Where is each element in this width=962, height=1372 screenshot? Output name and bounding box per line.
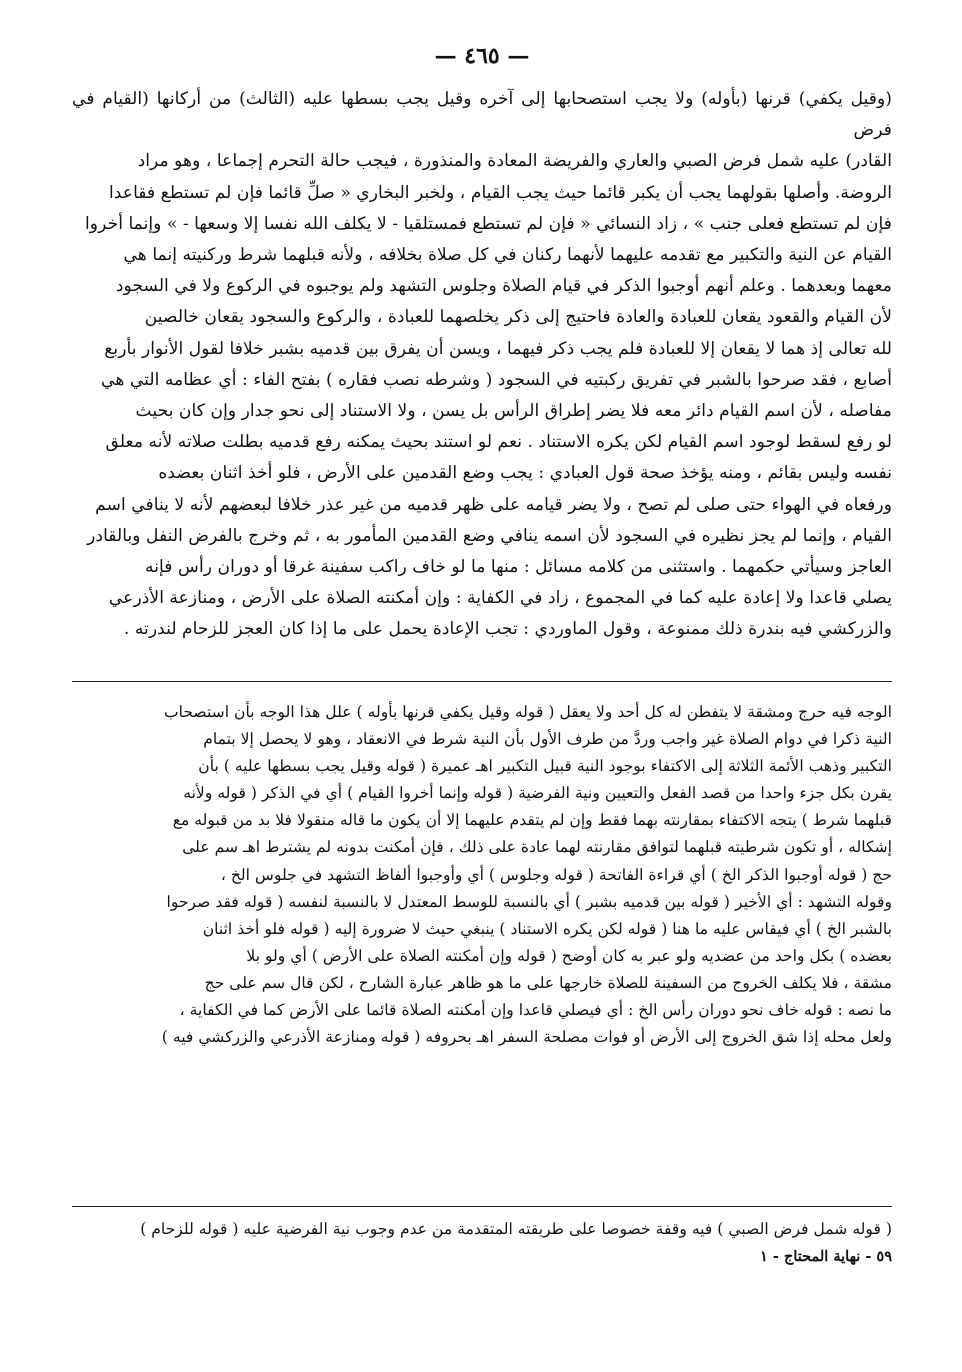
page-signature: ٥٩ - نهاية المحتاج - ١ (760, 1248, 892, 1265)
commentary-line: وقوله التشهد : أي الأخير ( قوله بين قدميه بشبر ) أي بالنسبة للوسط المعتدل لا بالنسبة لنفسه ( قوله فقد صرحوا (166, 892, 892, 911)
commentary-line: التكبير وذهب الأئمة الثلاثة إلى الاكتفاء بوجود النية قبيل التكبير اهـ عميرة ( قوله وقيل يجب بسطها عليه ) بأن (198, 757, 892, 776)
main-line: الروضة. وأصلها بقولهما يجب أن يكبر قائما حيث يجب القيام ، ولخبر البخاري « صلِّ قائما فإن لم تستطع فقاعدا (109, 182, 892, 203)
commentary-line: ولعل محله إذا شق الخروج إلى الأرض أو فوات مصلحة السفر اهـ بحروفه ( قوله ومنازعة الأذرعي والزركشي فيه ) (161, 1028, 892, 1047)
main-line: العاجز وسيأتي حكمهما . واستثنى من كلامه مسائل : منها ما لو خاف راكب سفينة غرقا أو دوران رأس فإنه (145, 557, 892, 578)
commentary-line: إشكاله ، أو تكون شرطيته قبلهما لتوافق مقارنته لهما عادة على ذلك ، فإن أمكنت بدونه لم يشترط اهـ سم على (182, 838, 892, 857)
commentary-line: ما نصه : قوله خاف نحو دوران رأس الخ : أي فيصلي قاعدا وإن أمكنته الصلاة قائما على الأرض كما في الكفاية ، (179, 1001, 892, 1020)
main-line: (وقيل يكفي) قرنها (بأوله) ولا يجب استصحابها إلى آخره وقيل يجب بسطها عليه (الثالث) من أركانها (القيام في فرض (72, 89, 892, 141)
book-page (72, 38, 892, 1338)
main-line: والزركشي فيه بندرة ذلك ممنوعة ، وقول الماوردي : تجب الإعادة يحمل على ما إذا كان العجز للزحام لندرته . (123, 619, 892, 640)
main-line: لو رفع لسقط لوجود اسم القيام لكن يكره الاستناد . نعم لو استند بحيث يمكنه رفع قدميه بطلت صلاته لأنه معلق (105, 432, 892, 453)
commentary-line: النية ذكرا في دوام الصلاة غير واجب وردَّ من طرف الأول بأن النية شرط في الانعقاد ، وهو لا يحصل إلا بتمام (203, 730, 892, 749)
commentary-line: يقرن بكل جزء واحدا من قصد الفعل والتعيين ونية الفرضية ( قوله وإنما أخروا القيام ) أي في الذكر ( قوله ولأنه (183, 784, 892, 803)
footnote (72, 1216, 892, 1242)
main-line: لأن القيام والقعود يقعان للعبادة والعادة فاحتيج إلى ذكر يخلصهما للعبادة ، والركوع والسجود يقعان خالصين (144, 307, 892, 328)
main-line: نفسه وليس بقائم ، ومنه يؤخذ صحة قول العبادي : يجب وضع القدمين على الأرض ، فلو أخذ اثنان بعضده (158, 463, 892, 484)
main-line: فإن لم تستطع فعلى جنب » ، زاد النسائي « فإن لم تستطع فمستلقيا - لا يكلف الله نفسا إلا وسعها - » وإنما أخروا (85, 213, 892, 234)
main-line: مفاصله ، لأن اسم القيام دائر معه فلا يضر إطراق الرأس بل يسن ، ولا الاستناد إلى نحو جدار وإن كان بحيث (135, 401, 892, 422)
main-line: معهما وبعدهما . وعلم أنهم أوجبوا الذكر في قيام الصلاة وجلوس التشهد ولم يوجبوه في الركوع ولا في السجود (115, 276, 892, 297)
footnote-line: ( قوله شمل فرض الصبي ) فيه وقفة خصوصا على طريقته المتقدمة من عدم وجوب نية الفرضية عليه ( قوله للزحام ) (140, 1220, 892, 1238)
commentary-line: بعضده ) بكل واحد من عضديه ولو عبر به كان أوضح ( قوله وإن أمكنته الصلاة على الأرض ) أي ولو بلا (246, 946, 892, 965)
main-line: القيام ، وإنما لم يجز نظيره في السجود لأن اسمه ينافي وضع القدمين المأمور به ، ثم وخرج بالفرض النفل وبالقادر (87, 525, 892, 546)
commentary-line: الوجه فيه حرج ومشقة لا يتفطن له كل أحد ولا يعقل ( قوله وقيل يكفي قرنها بأوله ) علل هذا الوجه بأن استصحاب (163, 703, 892, 721)
commentary-line: حج ( قوله أوجبوا الذكر الخ ) أي قراءة الفاتحة ( قوله وجلوس ) أي وأوجبوا ألفاظ التشهد في جلوس الخ ، (220, 865, 892, 884)
main-line: القيام عن النية والتكبير مع تقدمه عليهما لأنهما ركنان في كل صلاة بخلافه ، ولأنه قبلهما شرط وركنيته إنما هي (123, 245, 892, 266)
separator-rule (72, 681, 892, 682)
main-line: القادر) عليه شمل فرض الصبي والعاري والفريضة المعادة والمنذورة ، فيجب حالة التحرم إجماعا ، وهو مراد (137, 151, 892, 172)
footnote-separator-rule (72, 1206, 892, 1207)
main-line: أصابع ، فقد صرحوا بالشبر في تفريق ركبتيه في السجود ( وشرطه نصب فقاره ) بفتح الفاء : أي عظامه التي هي (101, 369, 892, 390)
commentary-line: مشقة ، فلا يكلف الخروج من السفينة للصلاة خارجها على ما هو ظاهر عبارة الشارح ، لكن قال سم على حج (204, 973, 892, 992)
commentary-line: قبلهما شرط ) يتجه الاكتفاء بمقارنته بهما فقط وإن لم يتقدم عليهما إلا أن يكون ما قاله منقولا فلا بد من قبوله مع (172, 811, 892, 830)
main-line: لله تعالى إذ هما لا يقعان إلا للعبادة فلم يجب ذكر فيهما ، ويسن أن يفرق بين قدميه بشبر خلافا لقول الأنوار بأربع (104, 338, 892, 359)
page-number: — ٤٦٥ — (434, 43, 530, 69)
commentary-line: بالشبر الخ ) أي فيقاس عليه ما هنا ( قوله لكن يكره الاستناد ) ينبغي حيث لا ضرورة إليه ( قوله فلو أخذ اثنان (202, 919, 892, 938)
main-line: يصلي قاعدا ولا إعادة عليه كما في المجموع ، زاد في الكفاية : وإن أمكنته الصلاة على الأرض ، ومنازعة الأذرعي (108, 588, 892, 609)
commentary-text (72, 699, 892, 1051)
main-line: ورفعاه في الهواء حتى صلى لم تصح ، ولا يضر قيامه على ظهر قدميه من غير عذر خلافا لبعضهم لأنه لا ينافي اسم (95, 494, 892, 515)
main-text (72, 84, 892, 646)
